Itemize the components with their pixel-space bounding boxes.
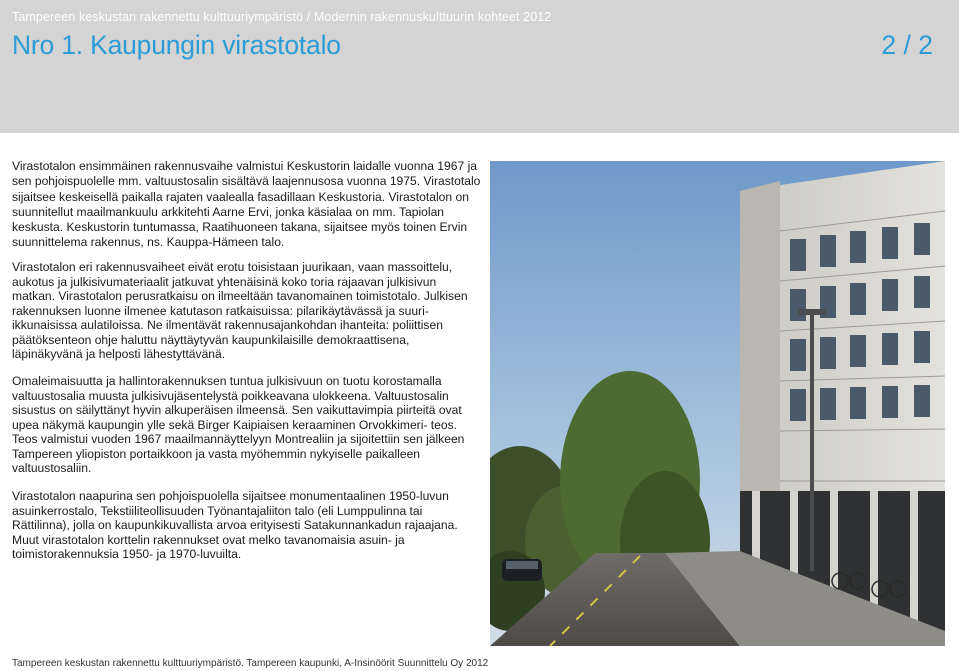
building-photo xyxy=(490,161,945,646)
paragraph-4: Virastotalon naapurina sen pohjoispuolella sijaitsee monumentaalinen 1950-luvun asuinkerrostalo, Tekstiiliteollisuuden Työnantajaliiton talo (eli Lumppulinna tai Rättilinna), jolla on kaupunkikuvallista arvoa erityisesti Satakunnankadun rajaajana. Muut virastotalon korttelin rakennukset ovat melko tavanomaisia asuin- ja toimistorakennuksia 1950- ja 1970-luvuilta. xyxy=(12,489,458,561)
header-band xyxy=(0,0,959,133)
page-title: Nro 1. Kaupungin virastotalo xyxy=(12,30,341,60)
page-number: 2 / 2 xyxy=(881,30,933,60)
paragraph-1: Virastotalon ensimmäinen rakennusvaihe valmistui Keskustorin laidalle vuonna 1967 ja sen pohjoispuolelle mm. valtuustosalin sisältävä laajennusosa vuonna 1975. Virastotalo sijaitsee keskeisellä paikalla rajaten vaalealla fasadillaan Keskustoria. Virastotalon on suunnitellut maailmankuulu arkkitehti Aarne Ervi, jonka käsialaa on mm. Tapiolan keskusta. Keskustorin tuntumassa, Raatihuoneen takana, sijaitsee myös toinen Ervin suunnittelema rakennus, ns. Kauppa-Hämeen talo. xyxy=(12,159,481,250)
paragraph-2: Virastotalon eri rakennusvaiheet eivät erotu toisistaan juurikaan, vaan massoittelu, aukotus ja julkisivumateriaalit jatkuvat yhtenäisinä koko toria rajaavan julkisivun matkan. Virastotalon perusratkaisu on ilmeeltään tavanomainen toimistotalo. Julkisen rakennuksen luonne ilmenee katutason ratkaisuissa: pilarikäytävässä ja suuri-ikkunaisissa aulatiloissa. Ne ilmentävät rakennusajankohdan ihanteita: poliittisen päätöksenteon ohje haluttu näyttäytyvän kaupunkilaisille demokraattisena, läpinäkyvänä ja helposti lähestyttävänä. xyxy=(12,260,468,361)
breadcrumb: Tampereen keskustan rakennettu kulttuuriympäristö / Modernin rakennuskulttuurin kohteet 2012 xyxy=(12,10,552,24)
paragraph-3: Omaleimaisuutta ja hallintorakennuksen tuntua julkisivuun on tuotu korostamalla valtuustosalia muusta julkisivujäsentelystä poikkeavana ulokkeena. Valtuustosalin sisustus on säilyttänyt hyvin alkuperäisen ilmeensä. Sen vaikuttavimpia piirteitä ovat upea näkymä kaupungin ylle sekä Birger Kaipiaisen keraaminen Orvokkimeri- teos. Teos valmistui vuoden 1967 maailmannäyttelyyn Montrealiin ja sijoitettiin sen jälkeen Tampereen yliopiston portaikkoon ja vasta myöhemmin nykyiselle paikalleen valtuustosaliin. xyxy=(12,374,465,475)
footer: Tampereen keskustan rakennettu kulttuuriympäristö. Tampereen kaupunki, A-Insinöörit Suunnittelu Oy 2012 xyxy=(12,658,489,669)
